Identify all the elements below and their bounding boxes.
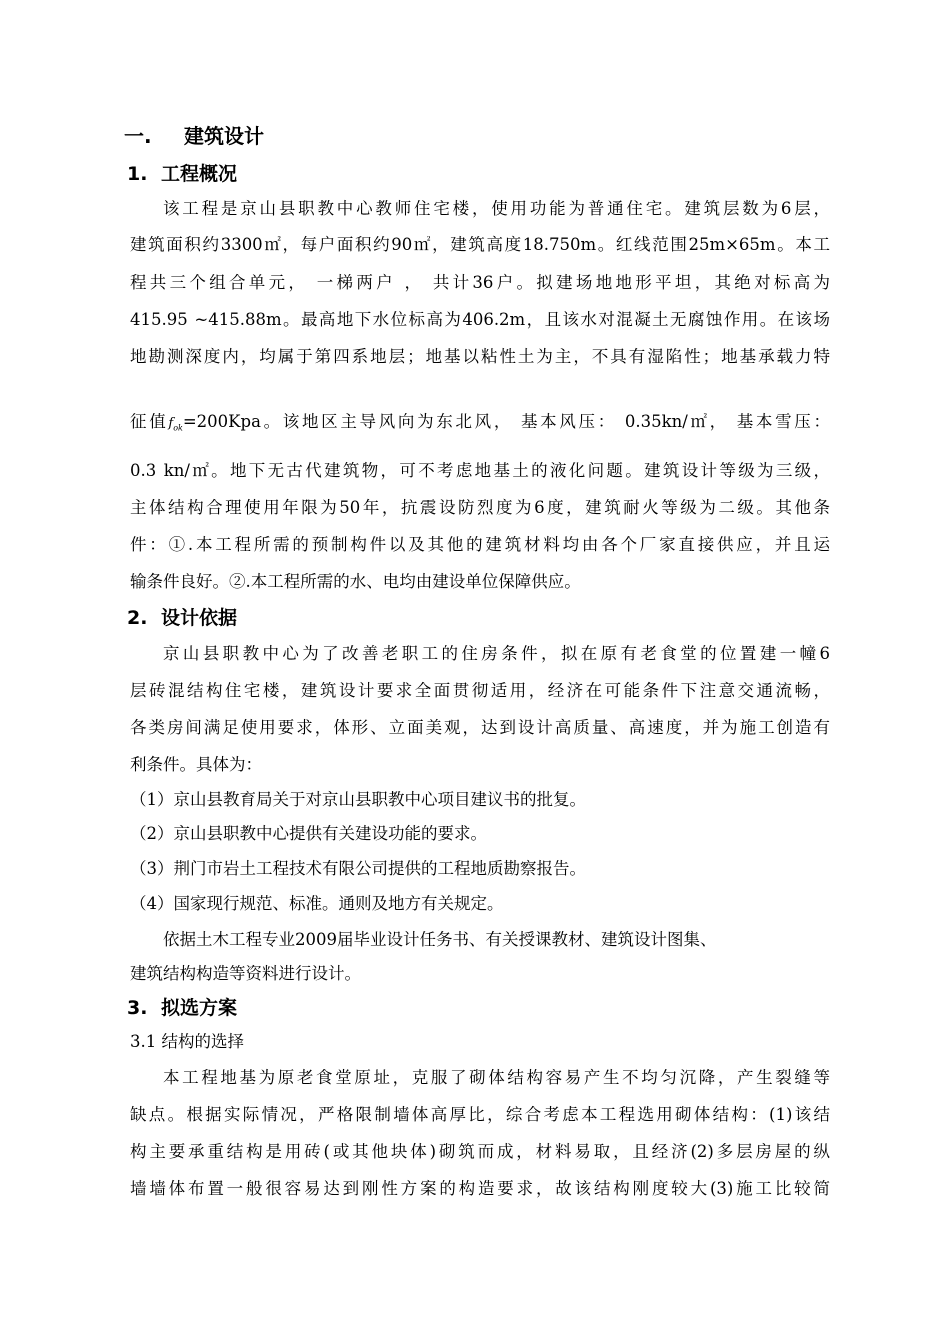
paragraph-line-formula	[130, 410, 830, 441]
paragraph-line: 建筑面积约3300㎡，每户面积约90㎡，建筑高度18.750m。红线范围25m×65m。本工	[130, 235, 830, 254]
paragraph-line: 京山县职教中心为了改善老职工的住房条件，拟在原有老食堂的位置建一幢6	[163, 644, 830, 663]
paragraph-line: 缺点。根据实际情况，严格限制墙体高厚比，综合考虑本工程选用砌体结构：(1)该结	[130, 1105, 830, 1124]
paragraph-line: 依据土木工程专业2009届毕业设计任务书、有关授课教材、建筑设计图集、	[163, 930, 717, 949]
paragraph-line: 程共三个组合单元， 一梯两户 ， 共计36户。拟建场地地形平坦，其绝对标高为	[130, 273, 830, 292]
chapter-title: 建筑设计	[184, 124, 264, 148]
formula-prefix: 征值	[130, 412, 169, 431]
section-number: 3.	[127, 997, 148, 1019]
paragraph-line: 输条件良好。②.本工程所需的水、电均由建设单位保障供应。	[130, 572, 581, 591]
chapter-heading	[124, 122, 264, 150]
section-title: 拟选方案	[161, 997, 238, 1019]
section-title: 工程概况	[161, 163, 238, 185]
subsection-heading: 3.1 结构的选择	[130, 1032, 244, 1051]
formula-f: f	[168, 416, 174, 431]
paragraph-line: 0.3 kn/㎡。地下无古代建筑物，可不考虑地基土的液化问题。建筑设计等级为三级，	[130, 461, 830, 480]
paragraph-line: 构主要承重结构是用砖(或其他块体)砌筑而成，材料易取，且经济(2)多层房屋的纵	[130, 1142, 830, 1161]
list-item: （1）京山县教育局关于对京山县职教中心项目建议书的批复。	[130, 790, 586, 809]
formula-symbol	[168, 416, 182, 431]
list-item: （3）荆门市岩土工程技术有限公司提供的工程地质勘察报告。	[130, 859, 586, 878]
paragraph-line: 主体结构合理使用年限为50年，抗震设防烈度为6度，建筑耐火等级为二级。其他条	[130, 498, 830, 517]
paragraph-line: 该工程是京山县职教中心教师住宅楼，使用功能为普通住宅。建筑层数为6层，	[163, 199, 830, 218]
paragraph-line: 墙墙体布置一般很容易达到刚性方案的构造要求，故该结构刚度较大(3)施工比较简	[130, 1179, 830, 1198]
section-heading-1	[127, 160, 237, 188]
paragraph-line: 利条件。具体为：	[130, 755, 262, 774]
paragraph-line: 件：①.本工程所需的预制构件以及其他的建筑材料均由各个厂家直接供应，并且运	[130, 535, 830, 554]
formula-suffix: =200Kpa。该地区主导风向为东北风， 基本风压： 0.35kn/㎡， 基本雪压：	[182, 412, 830, 431]
paragraph-line: 各类房间满足使用要求，体形、立面美观，达到设计高质量、高速度，并为施工创造有	[130, 718, 830, 737]
section-title: 设计依据	[161, 607, 238, 629]
formula-subscript: ok	[173, 423, 183, 433]
chapter-number: 一.	[124, 124, 152, 148]
paragraph-line: 层砖混结构住宅楼，建筑设计要求全面贯彻适用，经济在可能条件下注意交通流畅，	[130, 681, 830, 700]
paragraph-line: 415.95 ~415.88m。最高地下水位标高为406.2m，且该水对混凝土无腐蚀作用。在该场	[130, 310, 830, 329]
list-item: （4）国家现行规范、标准。通则及地方有关规定。	[130, 894, 504, 913]
section-heading-2	[127, 604, 237, 632]
paragraph-line: 建筑结构构造等资料进行设计。	[130, 964, 361, 983]
section-number: 2.	[127, 607, 148, 629]
paragraph-line: 地勘测深度内，均属于第四系地层；地基以粘性土为主，不具有湿陷性；地基承载力特	[130, 347, 830, 366]
list-item: （2）京山县职教中心提供有关建设功能的要求。	[130, 824, 487, 843]
section-heading-3	[127, 994, 237, 1022]
section-number: 1.	[127, 163, 148, 185]
paragraph-line: 本工程地基为原老食堂原址，克服了砌体结构容易产生不均匀沉降，产生裂缝等	[163, 1068, 830, 1087]
